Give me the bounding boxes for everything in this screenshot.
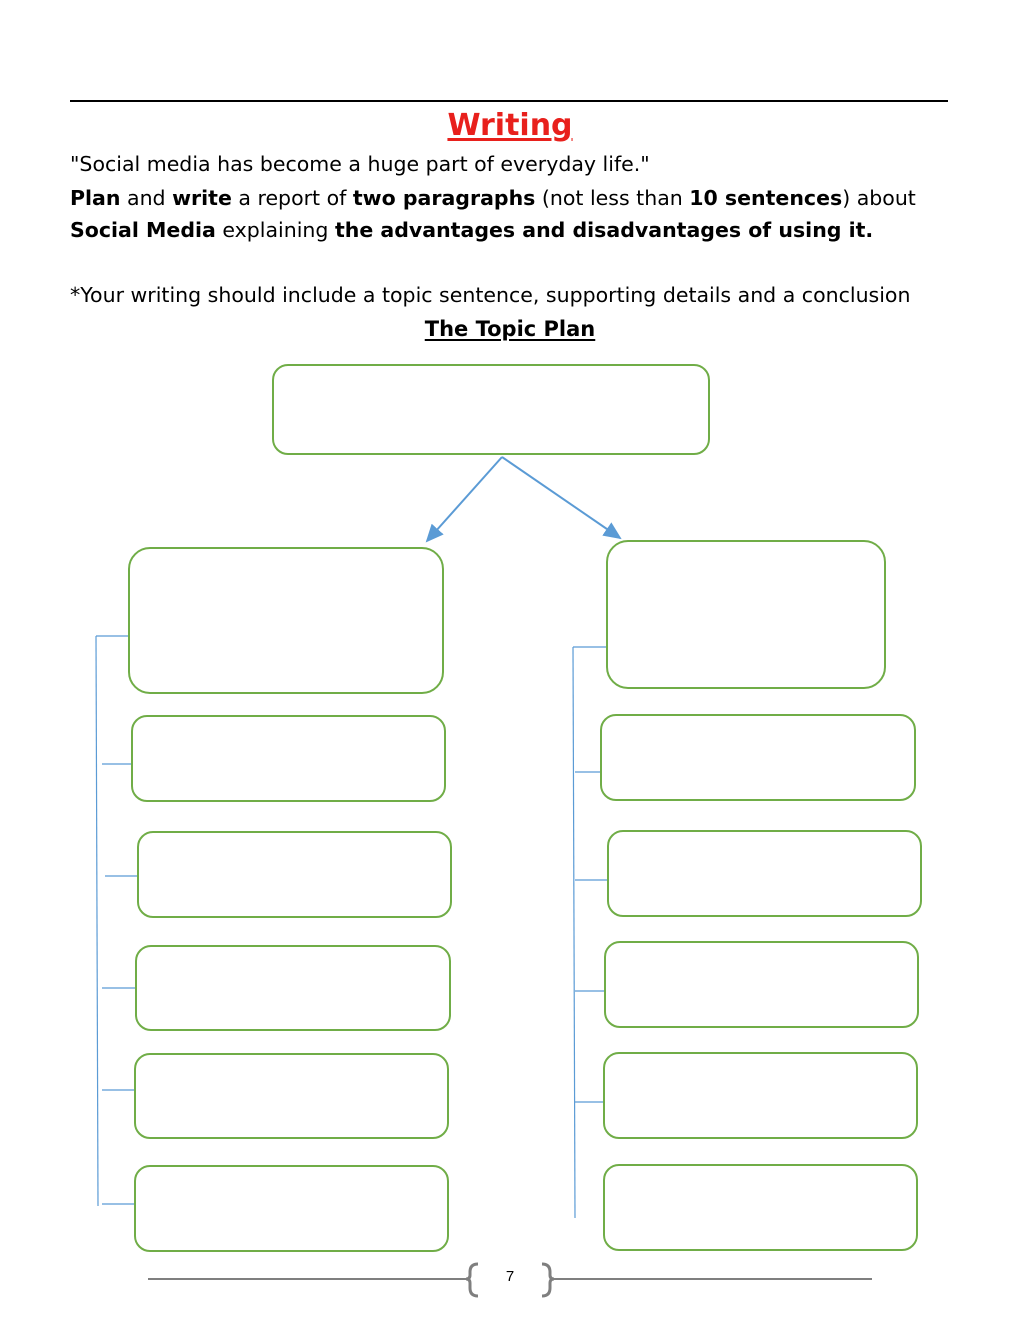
footer-brace-left	[466, 1264, 478, 1296]
topic-box[interactable]	[272, 364, 710, 455]
text-segment: and	[120, 186, 173, 210]
text-segment: (not less than	[535, 186, 690, 210]
bold-text: 10 sentences	[689, 186, 843, 210]
bold-text: Plan	[70, 186, 121, 210]
right-detail-box[interactable]	[600, 714, 916, 801]
bold-text: write	[172, 186, 232, 210]
text-segment: ) about	[842, 186, 916, 210]
bold-text: two paragraphs	[352, 186, 536, 210]
bold-text: the advantages and disadvantages of using it.	[334, 218, 874, 242]
prompt-quote: "Social media has become a huge part of everyday life."	[70, 152, 650, 176]
page-number: 7	[505, 1268, 515, 1285]
right-detail-box[interactable]	[604, 941, 919, 1028]
left-detail-box[interactable]	[135, 945, 451, 1031]
left-main-idea-box[interactable]	[128, 547, 444, 694]
page-title: Writing	[447, 108, 573, 143]
right-detail-box[interactable]	[607, 830, 922, 917]
left-detail-box[interactable]	[134, 1165, 449, 1252]
arrow-right	[502, 457, 620, 538]
left-detail-box[interactable]	[131, 715, 446, 802]
right-main-idea-box[interactable]	[606, 540, 886, 689]
bold-text: Social Media	[70, 218, 216, 242]
instruction-note: *Your writing should include a topic sentence, supporting details and a conclusion	[70, 283, 911, 307]
left-bracket-vertical	[96, 636, 98, 1206]
right-bracket-vertical	[573, 647, 575, 1218]
left-detail-box[interactable]	[134, 1053, 449, 1139]
right-detail-box[interactable]	[603, 1052, 918, 1139]
text-segment: explaining	[215, 218, 335, 242]
footer-brace-right	[542, 1264, 554, 1296]
text-segment: a report of	[231, 186, 353, 210]
arrow-left	[427, 457, 502, 541]
left-detail-box[interactable]	[137, 831, 452, 918]
right-detail-box[interactable]	[603, 1164, 918, 1251]
topic-plan-heading: The Topic Plan	[424, 317, 596, 341]
